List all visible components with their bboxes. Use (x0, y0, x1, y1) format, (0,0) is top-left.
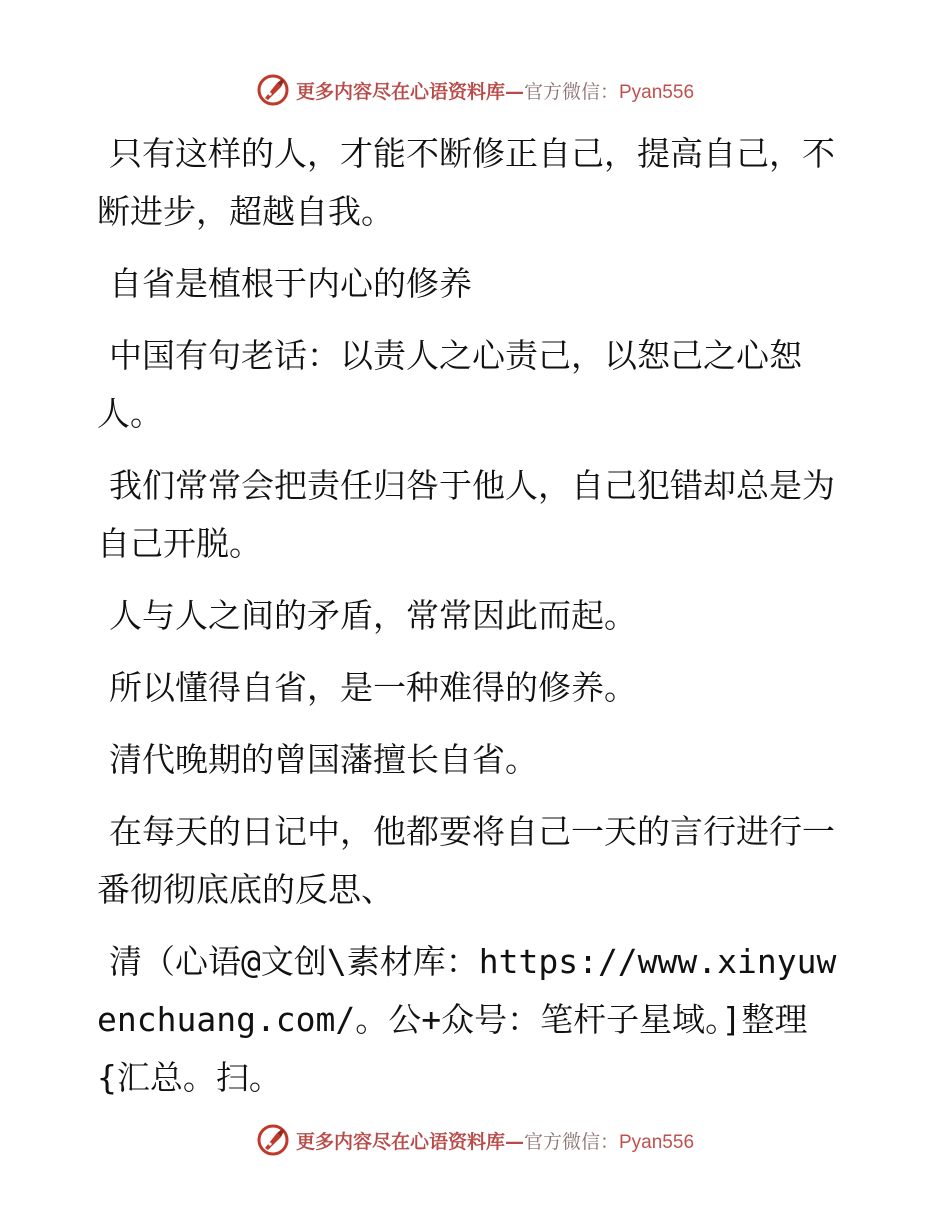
paragraph-6: 所以懂得自省，是一种难得的修养。 (109, 668, 637, 707)
header-banner-wechat-id: Pyan556 (619, 81, 695, 103)
footer-banner-text (296, 1127, 694, 1154)
footer-banner-main: 更多内容尽在心语资料库 (295, 1130, 505, 1153)
paragraph-4: 我们常常会把责任归咎于他人，自己犯错却总是为自己开脱。 (97, 466, 835, 563)
footer-banner-wechat-label: 官方微信： (523, 1130, 619, 1153)
header-banner (0, 70, 950, 110)
header-banner-wechat-label: 官方微信： (523, 80, 619, 103)
paragraph-9: 清（心语@文创\素材库：https://www.xinyuwenchuang.com/。公+众号：笔杆子星域。]整理{汇总。扫。 (97, 942, 837, 1097)
footer-banner-dash: — (504, 1130, 524, 1153)
pen-nib-seal-icon (256, 73, 290, 107)
header-banner-text (296, 77, 694, 104)
paragraph-1: 只有这样的人，才能不断修正自己，提高自己，不断进步，超越自我。 (97, 134, 835, 231)
paragraph-2: 自省是植根于内心的修养 (109, 264, 472, 303)
paragraph-8: 在每天的日记中，他都要将自己一天的言行进行一番彻彻底底的反思、 (97, 812, 835, 909)
header-banner-dash: — (504, 80, 524, 103)
footer-banner-wechat-id: Pyan556 (619, 1131, 695, 1153)
header-banner-main: 更多内容尽在心语资料库 (295, 80, 505, 103)
footer-banner (0, 1120, 950, 1160)
article-body (97, 125, 837, 1121)
paragraph-5: 人与人之间的矛盾，常常因此而起。 (109, 596, 637, 635)
paragraph-7: 清代晚期的曾国藩擅长自省。 (109, 740, 538, 779)
pen-nib-seal-icon (256, 1123, 290, 1157)
paragraph-3: 中国有句老话：以责人之心责己，以恕己之心恕人。 (97, 336, 802, 433)
